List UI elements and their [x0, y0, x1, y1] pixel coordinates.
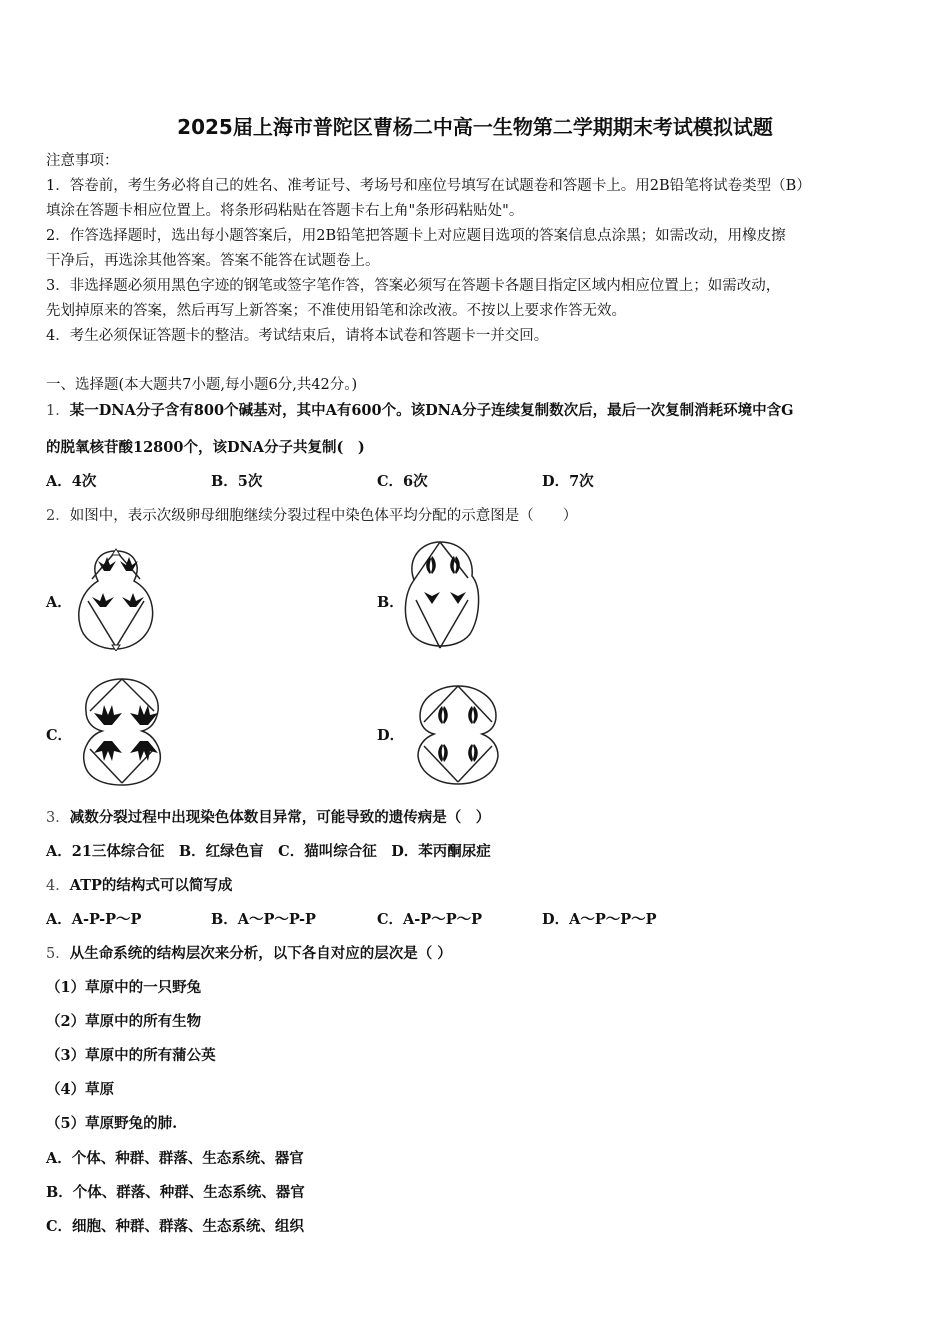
- list-item: （1）草原中的一只野兔: [46, 979, 202, 996]
- notice-line: 干净后，再选涂其他答案。答案不能答在试题卷上。: [46, 253, 380, 269]
- option-c[interactable]: C．细胞、种群、群落、生态系统、组织: [46, 1218, 305, 1235]
- question-number: 1．: [46, 403, 70, 419]
- notice-line: 3．非选择题必须用黑色字迹的钢笔或签字笔作答，答案必须写在答题卡各题目指定区域内相应位置上；如需改动，: [46, 278, 781, 294]
- option-a[interactable]: A．个体、种群、群落、生态系统、器官: [46, 1150, 304, 1167]
- question-1: [46, 401, 794, 421]
- question-text: 减数分裂过程中出现染色体数目异常，可能导致的遗传病是（ ）: [69, 809, 491, 826]
- option-c[interactable]: C．6次: [377, 473, 428, 490]
- option-a[interactable]: A．A-P-P～P: [46, 911, 142, 928]
- figure-label-d[interactable]: D．: [377, 727, 405, 744]
- notice-line: 2．作答选择题时，选出每小题答案后，用2B铅笔把答题卡上对应题目选项的答案信息点涂黑；如需改动，用橡皮擦: [46, 228, 786, 244]
- figure-label-c[interactable]: C．: [46, 727, 73, 744]
- question-3: [46, 808, 490, 828]
- exam-title: 2025届上海市普陀区曹杨二中高一生物第二学期期末考试模拟试题: [177, 115, 773, 139]
- notice-line: 填涂在答题卡相应位置上。将条形码粘贴在答题卡右上角"条形码粘贴处"。: [46, 203, 524, 219]
- section-heading: 一、选择题(本大题共7小题,每小题6分,共42分。): [46, 377, 358, 393]
- notice-line: 先划掉原来的答案，然后再写上新答案；不准使用铅笔和涂改液。不按以上要求作答无效。: [46, 303, 626, 319]
- question-number: 5．: [46, 946, 70, 962]
- cell-diagram-d-icon[interactable]: [414, 682, 500, 786]
- cell-diagram-c-icon[interactable]: [80, 675, 164, 787]
- options-row[interactable]: A．21三体综合征 B．红绿色盲 C．猫叫综合征 D．苯丙酮尿症: [46, 843, 491, 860]
- question-4: [46, 876, 232, 896]
- question-text: 从生命系统的结构层次来分析，以下各自对应的层次是（ ）: [69, 945, 452, 962]
- question-5: [46, 944, 452, 964]
- question-2: [46, 506, 577, 526]
- question-text: ATP的结构式可以简写成: [69, 877, 233, 894]
- list-item: （2）草原中的所有生物: [46, 1013, 202, 1030]
- notice-line: 1．答卷前，考生务必将自己的姓名、准考证号、考场号和座位号填写在试题卷和答题卡上。用2B铅笔将试卷类型（B）: [46, 178, 811, 194]
- option-b[interactable]: B．5次: [211, 473, 263, 490]
- question-number: 3．: [46, 810, 70, 826]
- figure-label-b[interactable]: B．: [377, 594, 404, 611]
- list-item: （3）草原中的所有蒲公英: [46, 1047, 216, 1064]
- option-b[interactable]: B．A～P～P-P: [211, 911, 316, 928]
- figure-label-a[interactable]: A．: [46, 594, 72, 611]
- cell-diagram-b-icon[interactable]: [402, 538, 482, 652]
- option-b[interactable]: B．个体、群落、种群、生态系统、器官: [46, 1184, 305, 1201]
- question-1-cont: 的脱氧核苷酸12800个，该DNA分子共复制( ): [46, 439, 365, 456]
- option-c[interactable]: C．A-P～P～P: [377, 911, 483, 928]
- question-number: 4．: [46, 878, 70, 894]
- list-item: （4）草原: [46, 1081, 115, 1098]
- question-text: 如图中，表示次级卵母细胞继续分裂过程中染色体平均分配的示意图是（ ）: [69, 508, 578, 524]
- question-number: 2．: [46, 508, 70, 524]
- notice-heading: 注意事项：: [46, 153, 119, 169]
- option-d[interactable]: D．7次: [542, 473, 594, 490]
- cell-diagram-a-icon[interactable]: [76, 545, 156, 651]
- option-a[interactable]: A．4次: [46, 473, 97, 490]
- question-text: 某一DNA分子含有800个碱基对，其中A有600个。该DNA分子连续复制数次后，最后一次复制消耗环境中含G: [69, 402, 794, 419]
- option-d[interactable]: D．A～P～P～P: [542, 911, 657, 928]
- list-item: （5）草原野兔的肺.: [46, 1115, 178, 1132]
- notice-line: 4．考生必须保证答题卡的整洁。考试结束后，请将本试卷和答题卡一并交回。: [46, 328, 549, 344]
